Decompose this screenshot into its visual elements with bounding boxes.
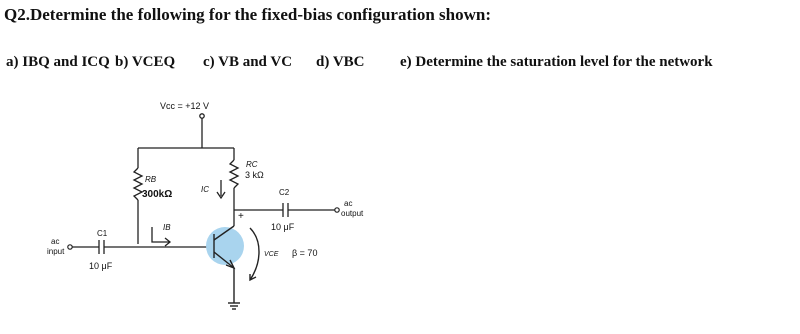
ac-output-line2: output xyxy=(341,209,364,218)
vcc-terminal xyxy=(200,114,204,118)
rb-resistor xyxy=(134,168,142,200)
c1-value: 10 μF xyxy=(89,261,113,271)
output-terminal xyxy=(335,208,339,212)
beta-label: β = 70 xyxy=(292,248,318,258)
part-c: c) VB and VC xyxy=(203,54,293,70)
part-a: a) IBQ and ICQ xyxy=(6,54,110,70)
vcc-label: Vcc = +12 V xyxy=(160,101,210,111)
rb-symbol: RB xyxy=(145,175,157,184)
c2-label: C2 xyxy=(279,188,290,197)
ic-label: IC xyxy=(201,185,209,194)
rc-resistor xyxy=(230,160,238,188)
ac-input-line2: input xyxy=(47,247,65,256)
vce-indicator xyxy=(250,228,259,280)
ac-output-line1: ac xyxy=(344,199,353,208)
c2-value: 10 μF xyxy=(271,222,295,232)
plus-sign: + xyxy=(238,211,244,222)
input-terminal xyxy=(68,245,72,249)
rc-symbol: RC xyxy=(246,160,258,169)
vce-label: VCE xyxy=(264,251,279,258)
question-title: Q2.Determine the following for the fixed-bias configuration shown: xyxy=(4,5,491,24)
ac-input-line1: ac xyxy=(51,237,60,246)
c1-label: C1 xyxy=(97,229,108,238)
part-e: e) Determine the saturation level for the network xyxy=(400,54,713,70)
part-b: b) VCEQ xyxy=(115,54,176,70)
ib-label: IB xyxy=(163,223,171,232)
part-d: d) VBC xyxy=(316,54,365,70)
rb-value: 300kΩ xyxy=(142,189,173,200)
rc-value: 3 kΩ xyxy=(245,170,264,180)
